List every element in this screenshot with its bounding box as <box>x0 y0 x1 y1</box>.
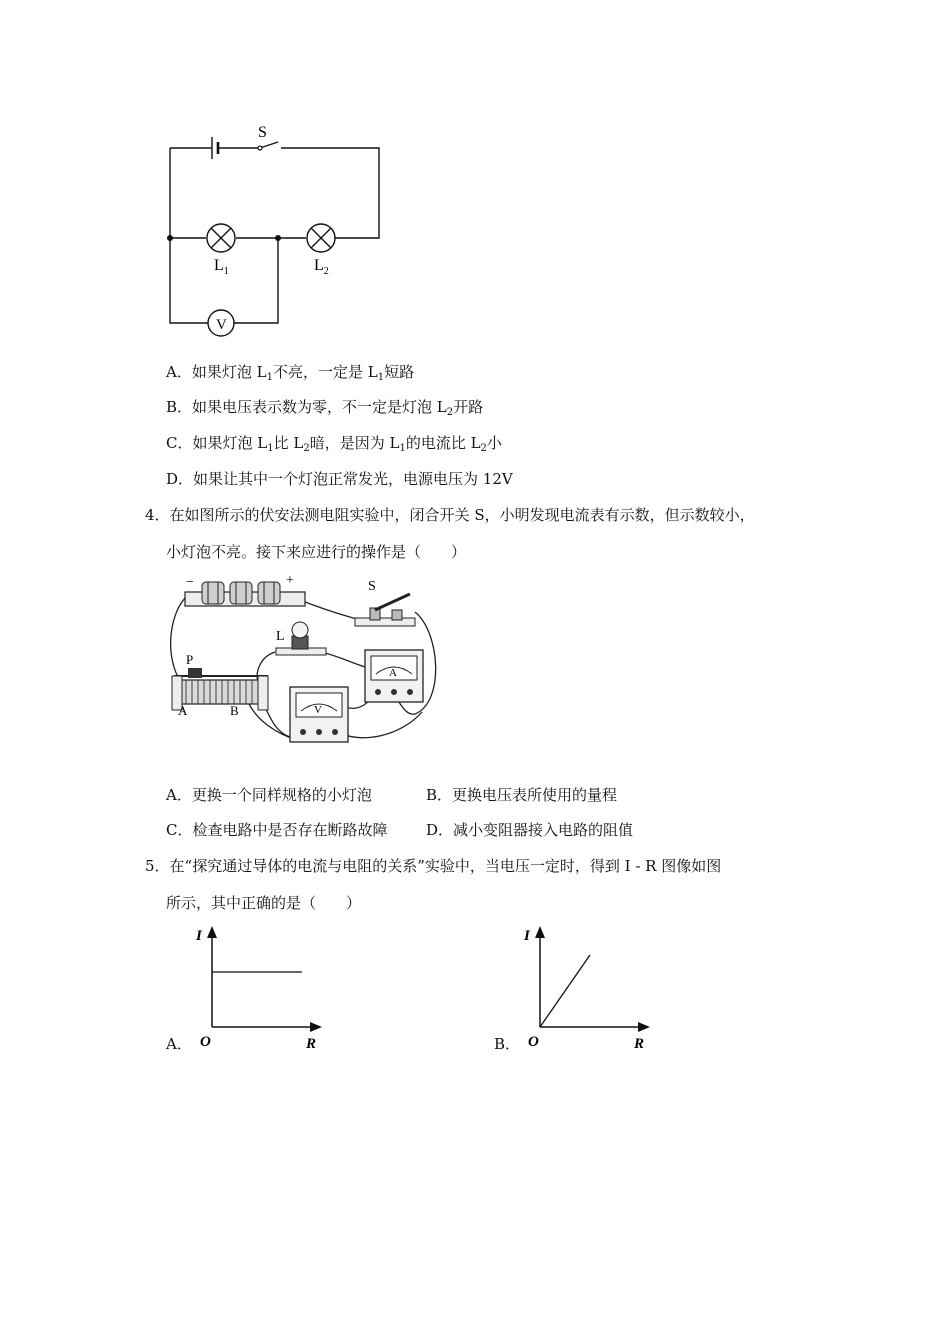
q3-option-d: D．如果让其中一个灯泡正常发光，电源电压为 12V <box>166 470 513 488</box>
graph-a-origin-label: O <box>200 1034 211 1050</box>
ammeter-label: A <box>389 667 397 679</box>
q5-stem-line2: 所示，其中正确的是（ ） <box>166 894 362 912</box>
lamp2-label: $L_2$ <box>314 257 329 277</box>
graph-b-origin-label: O <box>528 1034 539 1050</box>
graph-b-y-axis-label: I <box>524 928 530 944</box>
q3-option-b: B．如果电压表示数为零，不一定是灯泡 $L_2$开路 <box>166 398 484 418</box>
graph-a-x-axis-label: R <box>306 1036 317 1052</box>
q5-stem-line1: 5．在“探究通过导体的电流与电阻的关系”实验中，当电压一定时，得到 I - R 图像如图 <box>145 857 722 875</box>
switch-label-q4: S <box>368 579 376 594</box>
slider-label: P <box>186 652 194 667</box>
q4-option-b: B．更换电压表所使用的量程 <box>426 786 618 804</box>
q5-option-b-letter: B． <box>494 1035 521 1053</box>
q4-option-d: D．减小变阻器接入电路的阻值 <box>426 821 634 839</box>
lamp1-label: $L_1$ <box>214 257 229 277</box>
voltmeter-label: V <box>216 317 227 333</box>
graph-b <box>518 920 658 1055</box>
circuit-diagram-q3 <box>150 115 400 345</box>
q4-option-a: A．更换一个同样规格的小灯泡 <box>166 786 372 804</box>
graph-b-x-axis-label: R <box>634 1036 645 1052</box>
graph-a <box>190 920 330 1055</box>
q4-stem-line2: 小灯泡不亮。接下来应进行的操作是（ ） <box>166 543 467 561</box>
rheostat-end-a: A <box>178 703 188 718</box>
switch-label: S <box>258 124 267 141</box>
apparatus-figure-q4 <box>160 572 450 752</box>
q4-stem-line1: 4．在如图所示的伏安法测电阻实验中，闭合开关 S，小明发现电流表有示数，但示数较小， <box>145 506 755 524</box>
graph-b-line <box>540 955 590 1027</box>
q4-option-c: C．检查电路中是否存在断路故障 <box>166 821 388 839</box>
graph-a-y-axis-label: I <box>196 928 202 944</box>
voltmeter-label-q4: V <box>314 704 322 716</box>
rheostat-end-b: B <box>230 703 239 718</box>
battery-plus-label: + <box>286 573 294 588</box>
switch-base <box>355 618 415 626</box>
q3-option-a: A．如果灯泡 $L_1$不亮，一定是 $L_1$短路 <box>166 363 415 383</box>
q5-option-a-letter: A． <box>166 1035 192 1053</box>
lamp-label-q4: L <box>276 629 285 644</box>
battery-minus-label: − <box>186 575 194 590</box>
q3-option-c: C．如果灯泡 $L_1$比 $L_2$暗，是因为 $L_1$的电流比 $L_2$小 <box>166 434 502 454</box>
